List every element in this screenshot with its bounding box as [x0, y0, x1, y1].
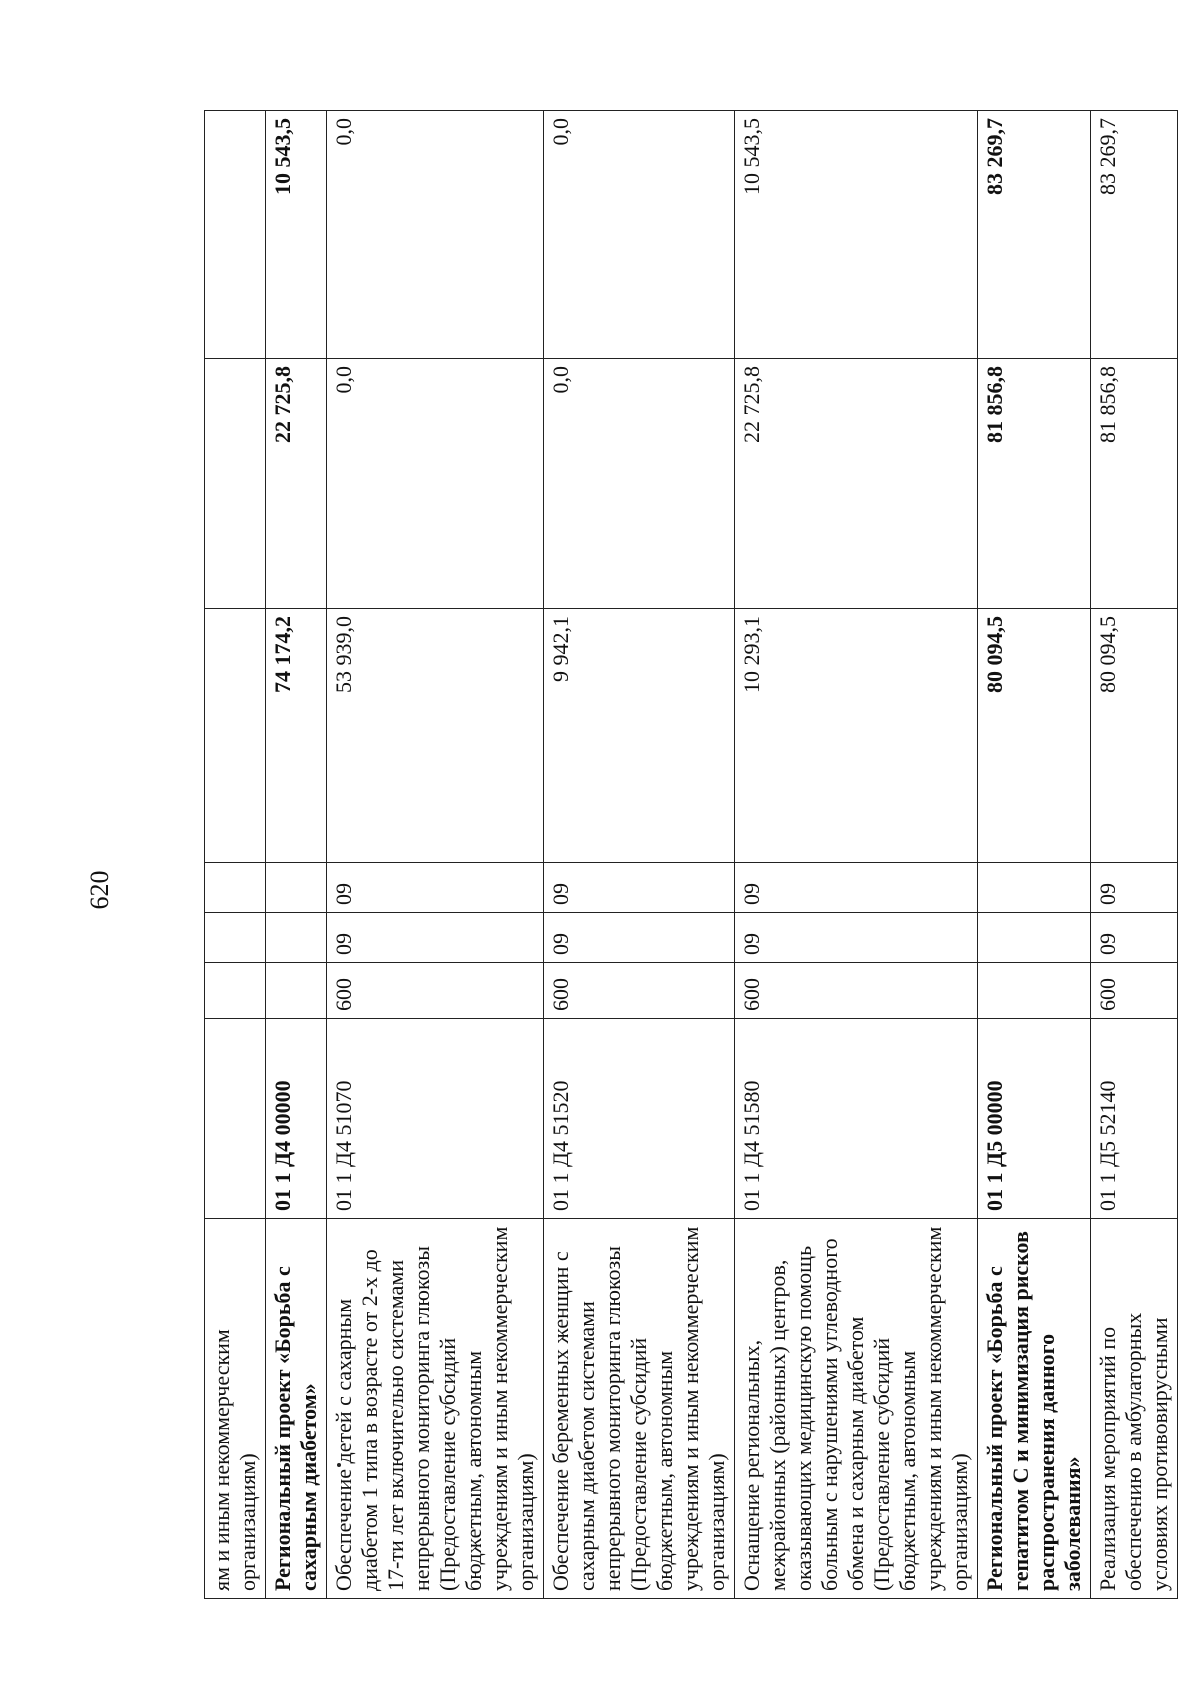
item-value-2: 0,0 — [327, 359, 544, 609]
item-value-1: 80 094,5 — [1091, 609, 1178, 863]
item-value-2 — [205, 359, 266, 609]
item-name: Реализация мероприятий по обеспечению в амбулаторных условиях противовирусными — [1091, 1219, 1178, 1599]
item-value-3: 10 543,5 — [735, 111, 978, 359]
table-row — [544, 111, 735, 1599]
item-value-1: 74 174,2 — [266, 609, 327, 863]
item-name: Региональный проект «Борьба с гепатитом С и минимизация рисков распространения данного заболевания» — [978, 1219, 1091, 1599]
item-name: Обеспечение детей с сахарным диабетом 1 типа в возрасте от 2-х до 17-ти лет включительно системами непрерывного мониторинга глюкозы (Предоставление субсидий бюджетным, автономным учреждениям и иным некоммерческим организациям) — [327, 1219, 544, 1599]
item-pr: 09 — [327, 863, 544, 913]
table-row — [327, 111, 544, 1599]
item-value-3: 0,0 — [327, 111, 544, 359]
item-name: Региональный проект «Борьба с сахарным диабетом» — [266, 1219, 327, 1599]
item-value-3 — [205, 111, 266, 359]
table-row — [1091, 111, 1178, 1599]
item-value-3: 0,0 — [544, 111, 735, 359]
table-row — [266, 111, 327, 1599]
item-pr: 09 — [1091, 863, 1178, 913]
item-rz: 09 — [1091, 913, 1178, 963]
table-row — [978, 111, 1091, 1599]
budget-table — [204, 110, 1178, 1599]
item-rz: 09 — [327, 913, 544, 963]
item-pr: 09 — [735, 863, 978, 913]
item-value-2: 81 856,8 — [978, 359, 1091, 609]
item-value-2: 22 725,8 — [266, 359, 327, 609]
item-vr: 600 — [544, 963, 735, 1019]
item-value-1: 9 942,1 — [544, 609, 735, 863]
item-pr — [205, 863, 266, 913]
item-rz — [266, 913, 327, 963]
table-row — [735, 111, 978, 1599]
item-value-1 — [205, 609, 266, 863]
item-code: 01 1 Д4 51520 — [544, 1019, 735, 1219]
item-pr — [978, 863, 1091, 913]
item-code: 01 1 Д5 00000 — [978, 1019, 1091, 1219]
table-body — [205, 111, 1178, 1599]
item-pr: 09 — [544, 863, 735, 913]
item-value-1: 53 939,0 — [327, 609, 544, 863]
item-vr — [978, 963, 1091, 1019]
item-name: ям и иным некоммерческим организациям) — [205, 1219, 266, 1599]
item-value-2: 0,0 — [544, 359, 735, 609]
item-rz — [205, 913, 266, 963]
item-value-3: 83 269,7 — [978, 111, 1091, 359]
item-value-2: 81 856,8 — [1091, 359, 1178, 609]
rotated-budget-table-container — [204, 111, 1172, 1599]
item-value-3: 83 269,7 — [1091, 111, 1178, 359]
item-name: Оснащение региональных, межрайонных (районных) центров, оказывающих медицинскую помощь больным с нарушениями углеводного обмена и сахарным диабетом (Предоставление субсидий бюджетным, автономным учреждениям и иным некоммерческим организациям) — [735, 1219, 978, 1599]
item-pr — [266, 863, 327, 913]
item-code — [205, 1019, 266, 1219]
item-vr — [205, 963, 266, 1019]
item-rz: 09 — [544, 913, 735, 963]
item-name: Обеспечение беременных женщин с сахарным диабетом системами непрерывного мониторинга глюкозы (Предоставление субсидий бюджетным, автономным учреждениям и иным некоммерческим организациям) — [544, 1219, 735, 1599]
item-vr: 600 — [1091, 963, 1178, 1019]
page-number: 620 — [85, 870, 114, 910]
item-code: 01 1 Д4 51070 — [327, 1019, 544, 1219]
item-value-1: 80 094,5 — [978, 609, 1091, 863]
item-vr: 600 — [735, 963, 978, 1019]
item-rz — [978, 913, 1091, 963]
item-code: 01 1 Д4 51580 — [735, 1019, 978, 1219]
item-vr: 600 — [327, 963, 544, 1019]
table-row — [205, 111, 266, 1599]
item-vr — [266, 963, 327, 1019]
item-value-3: 10 543,5 — [266, 111, 327, 359]
item-value-2: 22 725,8 — [735, 359, 978, 609]
item-rz: 09 — [735, 913, 978, 963]
item-value-1: 10 293,1 — [735, 609, 978, 863]
item-code: 01 1 Д5 52140 — [1091, 1019, 1178, 1219]
item-code: 01 1 Д4 00000 — [266, 1019, 327, 1219]
